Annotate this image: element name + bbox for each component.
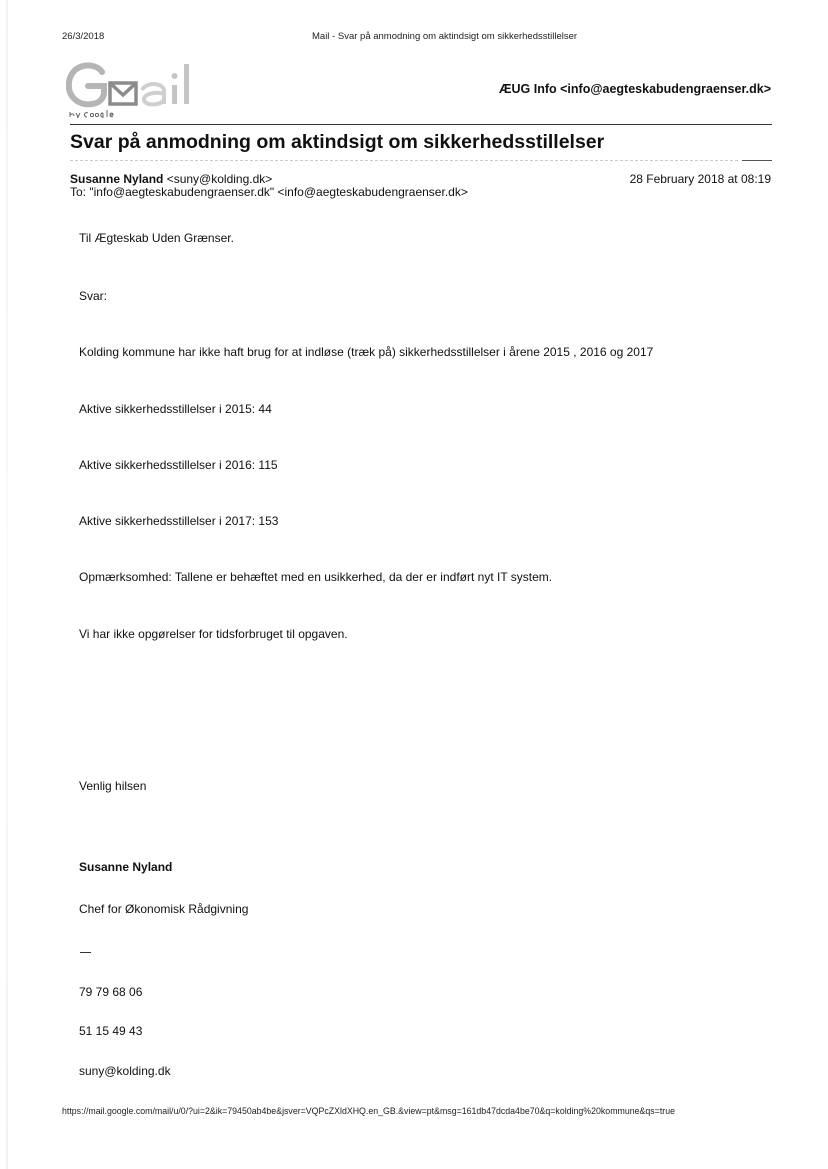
signature-email: suny@kolding.dk bbox=[79, 1064, 171, 1078]
body-answer-label: Svar: bbox=[79, 289, 108, 303]
gmail-logo-graphic bbox=[66, 58, 206, 118]
print-footer-url: https://mail.google.com/mail/u/0/?ui=2&ik=79450ab4be&jsver=VQPcZXldXHQ.en_GB.&view=pt&msg=161db47dcda4be70&q=kolding%20kommune&qs=true bbox=[62, 1106, 675, 1116]
sent-date: 28 February 2018 at 08:19 bbox=[629, 172, 771, 186]
body-stat-2016: Aktive sikkerhedsstillelser i 2016: 115 bbox=[79, 458, 278, 472]
print-page-title: Mail - Svar på anmodning om aktindsigt om sikkerhedsstillelser bbox=[312, 31, 578, 42]
body-note: Opmærksomhed: Tallene er behæftet med en usikkerhed, da der er indført nyt IT system. bbox=[79, 570, 553, 584]
sender-name: Susanne Nyland bbox=[70, 172, 164, 186]
body-greeting: Til Ægteskab Uden Grænser. bbox=[79, 231, 234, 245]
signature-closing: Venlig hilsen bbox=[79, 779, 147, 793]
email-subject: Svar på anmodning om aktindsigt om sikkerhedsstillelser bbox=[70, 131, 605, 153]
body-stat-2017: Aktive sikkerhedsstillelser i 2017: 153 bbox=[79, 514, 279, 528]
sender-row bbox=[70, 172, 272, 186]
gmail-logo bbox=[66, 58, 206, 118]
subject-divider-dashed bbox=[70, 160, 738, 161]
recipient-line: To: "info@aegteskabudengraenser.dk" <info@aegteskabudengraenser.dk> bbox=[70, 185, 468, 199]
body-stat-2015: Aktive sikkerhedsstillelser i 2015: 44 bbox=[79, 402, 272, 416]
sender-email: <suny@kolding.dk> bbox=[163, 172, 273, 186]
signature-name: Susanne Nyland bbox=[79, 860, 173, 874]
body-paragraph-1: Kolding kommune har ikke haft brug for at indløse (træk på) sikkerhedsstillelser i årene 2015 , 2016 og 2017 bbox=[79, 345, 654, 359]
body-no-records: Vi har ikke opgørelser for tidsforbruget til opgaven. bbox=[79, 627, 348, 641]
signature-phone-2: 51 15 49 43 bbox=[79, 1024, 143, 1038]
print-date: 26/3/2018 bbox=[62, 31, 105, 42]
print-header bbox=[62, 31, 766, 45]
signature-title: Chef for Økonomisk Rådgivning bbox=[79, 902, 249, 916]
signature-separator bbox=[80, 952, 91, 953]
account-email: ÆUG Info <info@aegteskabudengraenser.dk> bbox=[499, 82, 771, 96]
scan-edge-artifact bbox=[6, 0, 8, 1169]
signature-phone-1: 79 79 68 06 bbox=[79, 985, 143, 999]
header-divider bbox=[70, 124, 772, 125]
subject-divider-short bbox=[742, 160, 772, 161]
